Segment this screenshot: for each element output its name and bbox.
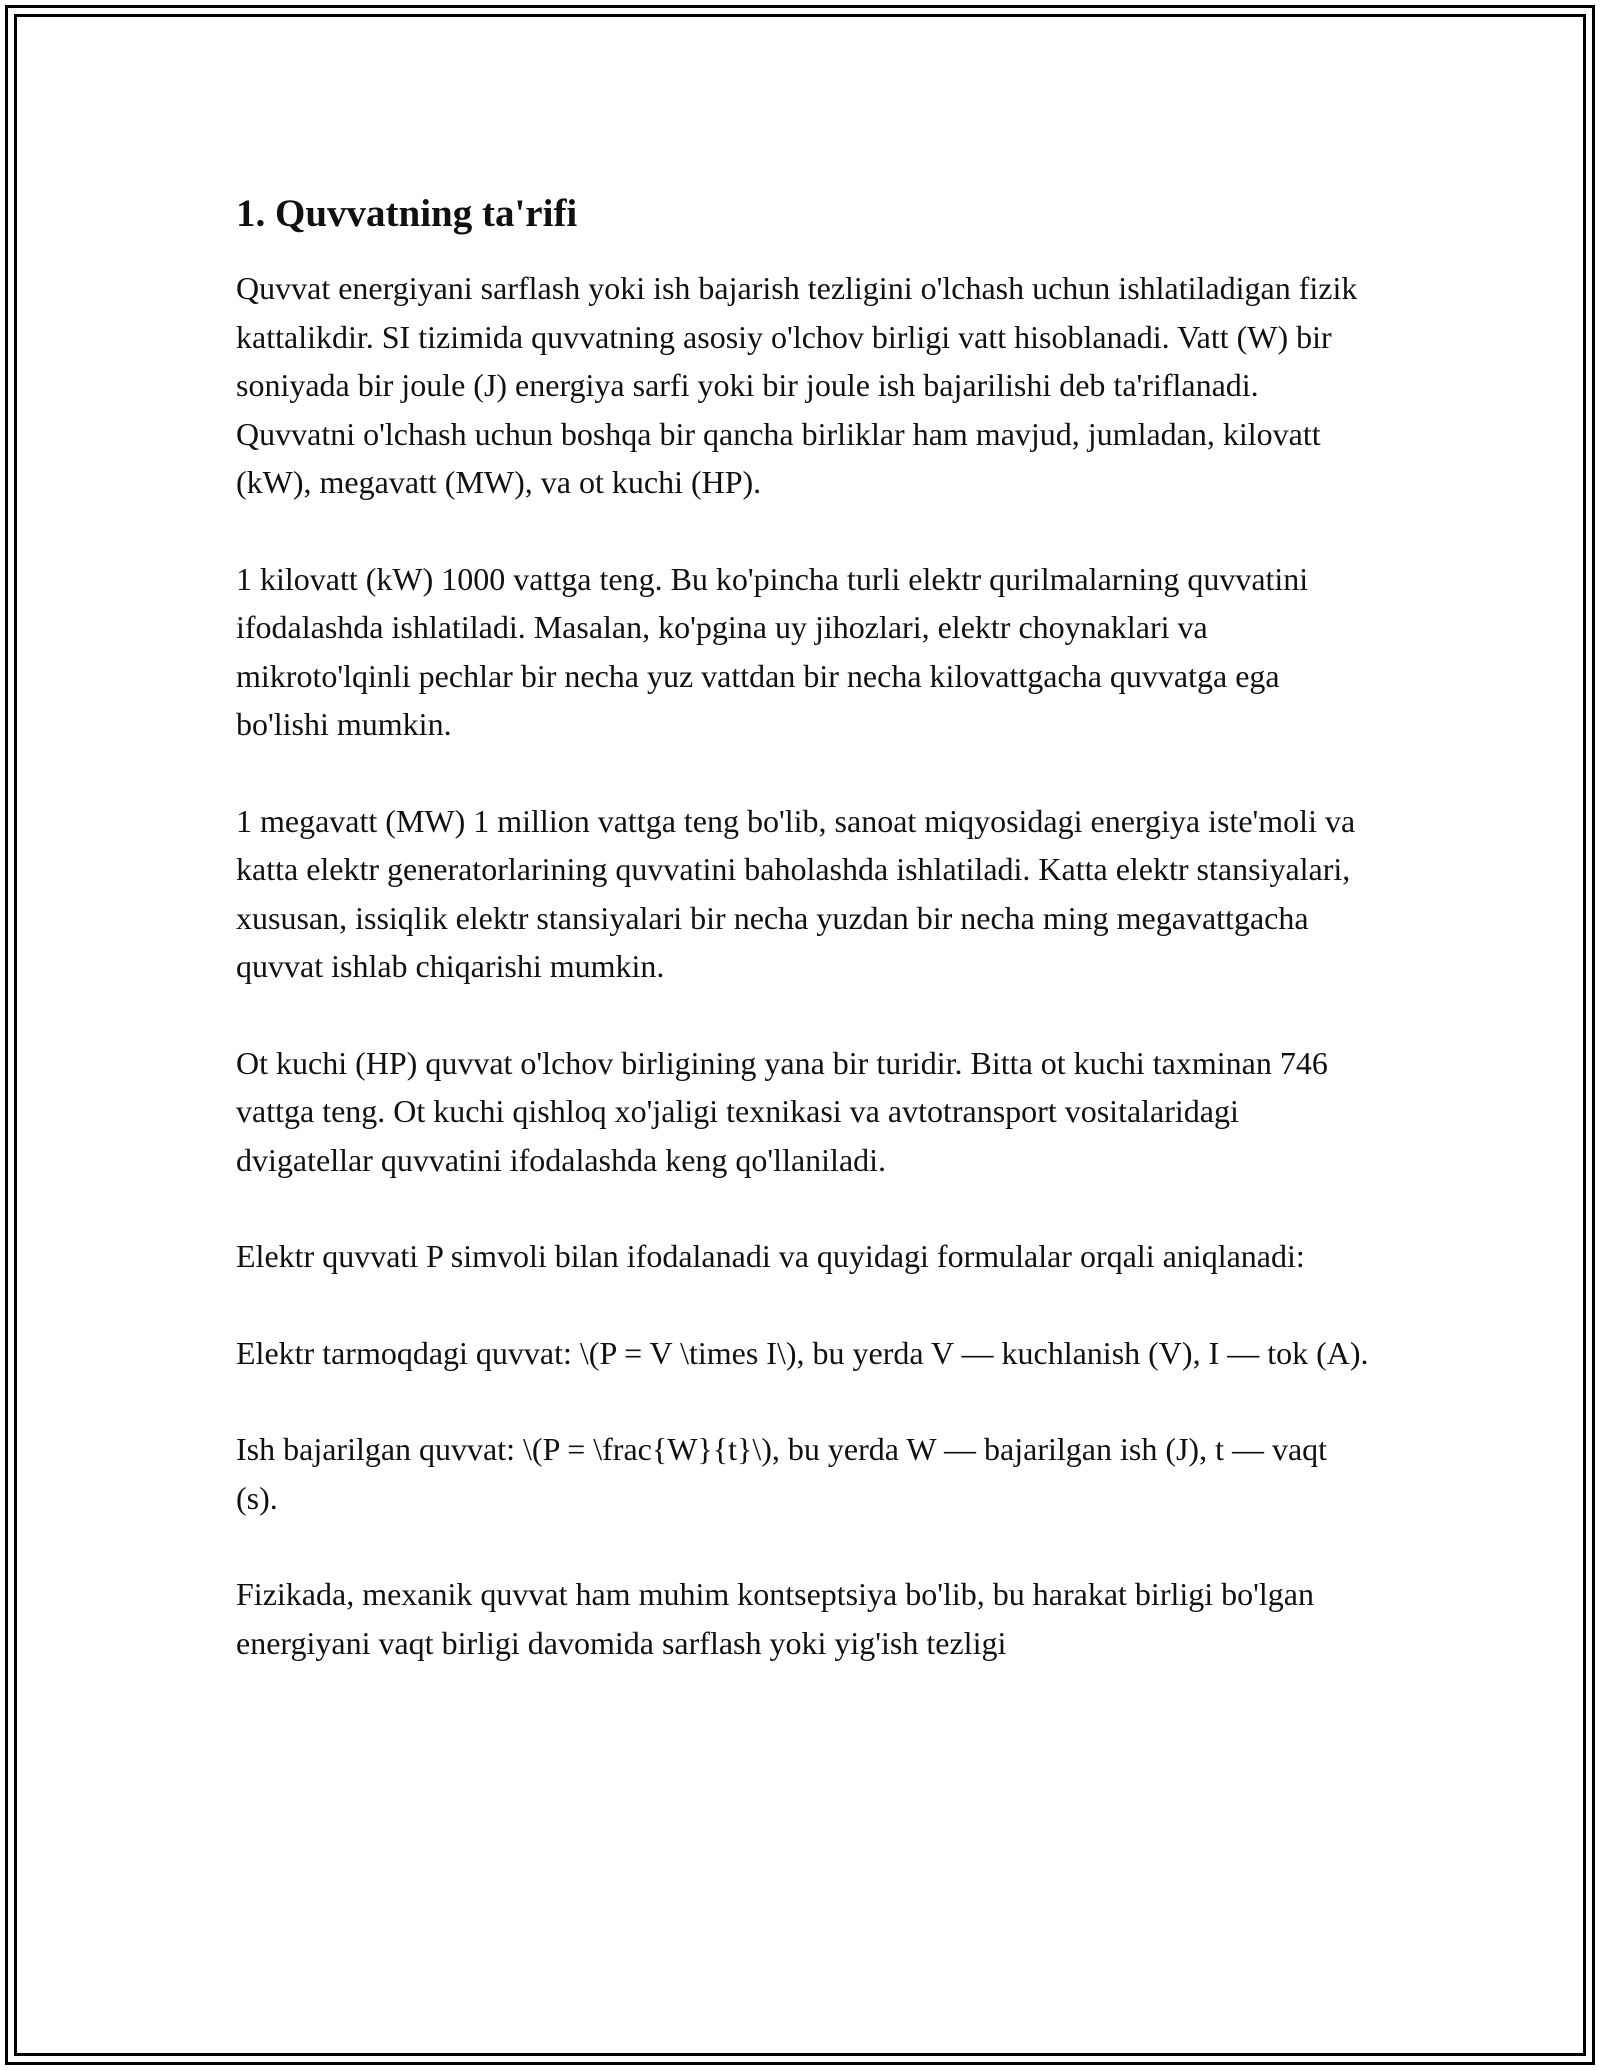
paragraph-kilowatt: 1 kilovatt (kW) 1000 vattga teng. Bu ko'pincha turli elektr qurilmalarning quvvatini ifodalashda ishlatiladi. Masalan, ko'pgina uy jihozlari, elektr choynaklari va mikroto'lqinli pechlar bir necha yuz vattdan bir necha kilovattgacha quvvatga ega bo'lishi mumkin. — [236, 560, 1309, 742]
paragraph-definition: Quvvat energiyani sarflash yoki ish bajarish tezligini o'lchash uchun ishlatiladigan fizik kattalikdir. SI tizimida quvvatning asosiy o'lchov birligi vatt hisoblanadi. Vatt (W) bir soniyada bir joule (J) energiya sarfi yoki bir joule ish bajarilishi deb ta'riflanadi. Quvvatni o'lchash uchun boshqa bir qancha birliklar ham mavjud, jumladan, kilovatt (kW), megavatt (MW), va ot kuchi (HP). — [236, 270, 1358, 500]
paragraph-formula-vi: Elektr tarmoqdagi quvvat: \(P = V \times I\), bu yerda V — kuchlanish (V), I — tok (A). — [236, 1334, 1369, 1371]
document-body — [236, 186, 1376, 1715]
paragraph-horsepower: Ot kuchi (HP) quvvat o'lchov birligining yana bir turidir. Bitta ot kuchi taxminan 746 vattga teng. Ot kuchi qishloq xo'jaligi texnikasi va avtotransport vositalaridagi dvigatellar quvvatini ifodalashda keng qo'llaniladi. — [236, 1044, 1328, 1178]
section-heading: 1. Quvvatning ta'rifi — [236, 192, 578, 235]
paragraph-formula-wt: Ish bajarilgan quvvat: \(P = \frac{W}{t}\), bu yerda W — bajarilgan ish (J), t — vaqt (s). — [236, 1431, 1328, 1516]
paragraph-electric-power: Elektr quvvati P simvoli bilan ifodalanadi va quyidagi formulalar orqali aniqlanadi: — [236, 1238, 1305, 1274]
paragraph-mechanical-power: Fizikada, mexanik quvvat ham muhim kontseptsiya bo'lib, bu harakat birligi bo'lgan energiyani vaqt birligi davomida sarflash yoki yig'ish tezligi — [236, 1576, 1314, 1661]
paragraph-megawatt: 1 megavatt (MW) 1 million vattga teng bo'lib, sanoat miqyosidagi energiya iste'moli va katta elektr generatorlarining quvvatini baholashda ishlatiladi. Katta elektr stansiyalari, xususan, issiqlik elektr stansiyalari bir necha yuzdan bir necha ming megavattgacha quvvat ishlab chiqarishi mumkin. — [236, 802, 1356, 984]
